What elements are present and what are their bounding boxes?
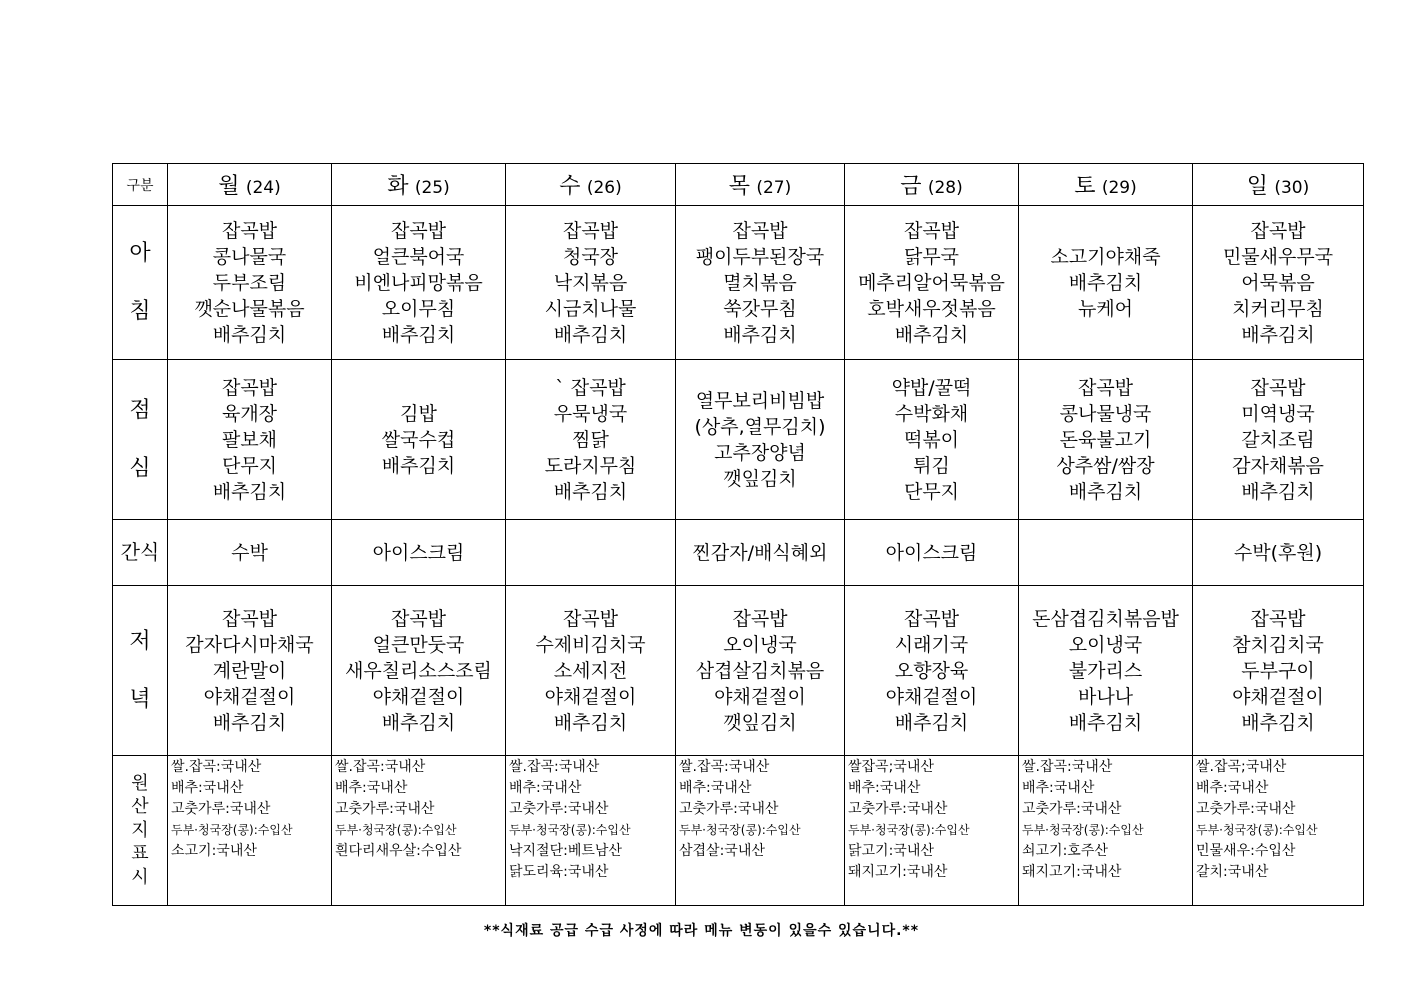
menu-item: 돈삼겹김치볶음밥: [1032, 607, 1179, 630]
origin-item: 두부·청국장(콩):수입산: [335, 823, 457, 837]
menu-item: 수제비김치국: [535, 633, 646, 656]
origin-item: 고춧가루:국내산: [509, 801, 609, 817]
menu-item: 배추김치: [212, 480, 287, 503]
breakfast-cell-tue: [332, 206, 506, 360]
breakfast-cell-fri: [845, 206, 1019, 360]
menu-item: 배추김치: [1241, 480, 1315, 503]
origin-item: 고춧가루:국내산: [171, 801, 271, 817]
menu-item: 치커리무침: [1232, 297, 1324, 320]
origin-item: 두부·청국장(콩):수입산: [848, 823, 970, 837]
origin-cell-wed: [506, 756, 676, 906]
label-char: 녁: [129, 686, 151, 712]
menu-item: 수박: [231, 541, 268, 564]
menu-item: 야채겉절이: [203, 685, 296, 708]
origin-item: 배추:국내산: [509, 780, 582, 796]
menu-item: 육개장: [221, 402, 278, 425]
menu-item: 수박(후원): [1233, 541, 1323, 564]
origin-item: 삼겹살:국내산: [679, 843, 765, 859]
menu-item: 야채겉절이: [714, 685, 806, 708]
menu-item: 잡곡밥: [390, 219, 447, 242]
menu-item: 수박화채: [894, 402, 969, 425]
origin-item: 낙지절단:베트남산: [509, 843, 622, 859]
menu-item: 쑥갓무침: [723, 297, 797, 320]
day-header-fri: 금 (28): [845, 164, 1019, 206]
origin-item: 쌀.잡곡:국내산: [509, 759, 600, 775]
origin-item: 흰다리새우살:수입산: [335, 843, 462, 859]
breakfast-cell-sat: [1019, 206, 1193, 360]
day-header-mon: 월 (24): [168, 164, 332, 206]
menu-item: 배추김치: [381, 454, 456, 477]
origin-item: 쌀.잡곡:국내산: [335, 759, 426, 775]
origin-item: 소고기:국내산: [171, 843, 257, 859]
breakfast-cell-sun: [1193, 206, 1364, 360]
lunch-cell-mon: [168, 360, 332, 520]
menu-item: 오이냉국: [723, 633, 797, 656]
menu-item: 약밥/꿀떡: [891, 376, 972, 399]
origin-item: 쌀.잡곡:국내산: [679, 759, 770, 775]
origin-cell-thu: [676, 756, 845, 906]
menu-item: 단무지: [903, 480, 960, 503]
category-header: 구분: [113, 164, 168, 206]
lunch-cell-fri: [845, 360, 1019, 520]
snack-row: [113, 520, 1364, 586]
menu-item: 배추김치: [381, 323, 456, 346]
origin-cell-fri: [845, 756, 1019, 906]
menu-item: 잡곡밥: [390, 607, 447, 630]
menu-item: (상추,열무김치): [694, 415, 826, 438]
menu-item: 시래기국: [894, 633, 969, 656]
lunch-cell-wed: [506, 360, 676, 520]
day-header-sat: 토 (29): [1019, 164, 1193, 206]
snack-cell-sat: [1019, 520, 1193, 586]
menu-item: 오이무침: [381, 297, 456, 320]
snack-cell-sun: [1193, 520, 1364, 586]
origin-item: 고춧가루:국내산: [848, 801, 948, 817]
origin-item: 배추:국내산: [171, 780, 244, 796]
menu-item: ` 잡곡밥: [555, 376, 626, 399]
origin-cell-tue: [332, 756, 506, 906]
menu-item: 튀김: [913, 454, 950, 477]
label-char: 간식: [120, 540, 160, 564]
menu-item: 쌀국수컵: [381, 428, 456, 451]
menu-item: 얼큰만둣국: [372, 633, 465, 656]
menu-item: 떡볶이: [903, 428, 960, 451]
menu-item: 우묵냉국: [553, 402, 628, 425]
menu-item: 배추김치: [723, 323, 797, 346]
origin-item: 두부·청국장(콩):수입산: [679, 823, 801, 837]
menu-item: 참치김치국: [1232, 633, 1324, 656]
menu-item: 잡곡밥: [562, 219, 619, 242]
menu-item: 호박새우젓볶음: [867, 297, 996, 320]
origin-item: 고춧가루:국내산: [1022, 801, 1122, 817]
menu-item: 찜닭: [572, 428, 609, 451]
menu-item: 어묵볶음: [1241, 271, 1315, 294]
menu-item: 청국장: [562, 245, 619, 268]
origin-item: 두부·청국장(콩):수입산: [1196, 823, 1318, 837]
menu-item: 뉴케어: [1077, 297, 1134, 320]
label-char: 원: [131, 773, 149, 795]
origin-cell-mon: [168, 756, 332, 906]
snack-cell-fri: [845, 520, 1019, 586]
menu-item: 감자다시마채국: [185, 633, 314, 656]
menu-item: 불가리스: [1068, 659, 1143, 682]
menu-item: 배추김치: [553, 480, 628, 503]
menu-item: 돈육불고기: [1059, 428, 1152, 451]
origin-cell-sat: [1019, 756, 1193, 906]
day-header-sun: 일 (30): [1193, 164, 1364, 206]
dinner-cell-wed: [506, 586, 676, 756]
menu-item: 잡곡밥: [221, 219, 278, 242]
menu-item: 잡곡밥: [221, 376, 278, 399]
origin-item: 쇠고기:호주산: [1022, 843, 1108, 859]
origin-item: 두부·청국장(콩):수입산: [509, 823, 631, 837]
dinner-label: [113, 586, 168, 756]
menu-item: 잡곡밥: [903, 219, 960, 242]
menu-item: 야채겉절이: [1232, 685, 1324, 708]
menu-item: 깻순나물볶음: [194, 297, 305, 320]
origin-item: 배추:국내산: [1022, 780, 1095, 796]
origin-item: 민물새우:수입산: [1196, 843, 1296, 859]
menu-item: 배추김치: [381, 711, 456, 734]
menu-item: 잡곡밥: [903, 607, 960, 630]
menu-item: 오향장육: [894, 659, 969, 682]
origin-item: 닭고기:국내산: [848, 843, 934, 859]
snack-label: [113, 520, 168, 586]
menu-item: 배추김치: [1068, 480, 1143, 503]
lunch-label: [113, 360, 168, 520]
breakfast-row: [113, 206, 1364, 360]
origin-label: [113, 756, 168, 906]
origin-item: 쌀.잡곡:국내산: [1022, 759, 1113, 775]
breakfast-cell-mon: [168, 206, 332, 360]
menu-item: 팽이두부된장국: [695, 245, 825, 268]
dinner-cell-sun: [1193, 586, 1364, 756]
menu-item: 배추김치: [894, 711, 969, 734]
origin-item: 돼지고기:국내산: [1022, 864, 1122, 880]
label-char: 시: [131, 866, 149, 888]
menu-item: 콩나물국: [212, 245, 287, 268]
menu-item: 계란말이: [212, 659, 287, 682]
menu-item: 배추김치: [894, 323, 969, 346]
menu-item: 두부조림: [212, 271, 287, 294]
dinner-cell-mon: [168, 586, 332, 756]
menu-item: 김밥: [400, 402, 437, 425]
menu-item: 배추김치: [212, 323, 287, 346]
lunch-row: [113, 360, 1364, 520]
menu-item: 감자채볶음: [1232, 454, 1324, 477]
menu-item: 소세지전: [553, 659, 628, 682]
menu-item: 잡곡밥: [1250, 607, 1306, 630]
menu-item: 비엔나피망볶음: [354, 271, 483, 294]
label-char: 아: [129, 241, 151, 266]
origin-item: 갈치:국내산: [1196, 864, 1269, 880]
menu-item: 콩나물냉국: [1059, 402, 1152, 425]
menu-item: 배추김치: [1241, 323, 1315, 346]
origin-item: 두부·청국장(콩):수입산: [171, 823, 293, 837]
menu-item: 배추김치: [1068, 711, 1143, 734]
menu-item: 찐감자/배식혜외: [692, 541, 828, 564]
day-header-wed: 수 (26): [506, 164, 676, 206]
menu-item: 민물새우무국: [1222, 245, 1334, 268]
menu-item: 단무지: [221, 454, 278, 477]
menu-item: 미역냉국: [1241, 402, 1315, 425]
menu-item: 야채겉절이: [544, 685, 637, 708]
label-char: 지: [131, 819, 149, 841]
menu-item: 열무보리비빔밥: [695, 389, 825, 412]
menu-item: 멸치볶음: [723, 271, 797, 294]
menu-item: 잡곡밥: [562, 607, 619, 630]
origin-item: 고춧가루:국내산: [335, 801, 435, 817]
snack-cell-tue: [332, 520, 506, 586]
snack-cell-wed: [506, 520, 676, 586]
menu-item: 아이스크림: [885, 541, 978, 564]
menu-item: 두부구이: [1241, 659, 1315, 682]
menu-item: 깻잎김치: [723, 467, 797, 490]
menu-item: 배추김치: [1241, 711, 1315, 734]
menu-item: 배추김치: [553, 711, 628, 734]
lunch-cell-sat: [1019, 360, 1193, 520]
weekly-menu-table: [112, 163, 1364, 906]
menu-item: 팔보채: [221, 428, 278, 451]
lunch-cell-sun: [1193, 360, 1364, 520]
menu-item: 아이스크림: [372, 541, 465, 564]
origin-item: 돼지고기:국내산: [848, 864, 948, 880]
lunch-cell-thu: [676, 360, 845, 520]
menu-item: 메추리알어묵볶음: [858, 271, 1005, 294]
snack-cell-mon: [168, 520, 332, 586]
menu-item: 야채겉절이: [885, 685, 978, 708]
menu-item: 고추장양념: [714, 441, 806, 464]
menu-item: 얼큰북어국: [372, 245, 465, 268]
origin-item: 쌀잡곡;국내산: [848, 759, 934, 775]
menu-item: 잡곡밥: [732, 219, 788, 242]
origin-item: 고춧가루:국내산: [679, 801, 779, 817]
dinner-cell-tue: [332, 586, 506, 756]
breakfast-cell-thu: [676, 206, 845, 360]
menu-item: 잡곡밥: [221, 607, 278, 630]
label-char: 저: [129, 629, 151, 654]
dinner-row: [113, 586, 1364, 756]
menu-item: 삼겹살김치볶음: [695, 659, 825, 682]
menu-item: 배추김치: [553, 323, 628, 346]
origin-item: 배추:국내산: [848, 780, 921, 796]
origin-item: 닭도리육:국내산: [509, 864, 609, 880]
menu-item: 도라지무침: [544, 454, 637, 477]
menu-item: 잡곡밥: [732, 607, 788, 630]
menu-item: 낙지볶음: [553, 271, 628, 294]
menu-item: 배추김치: [1068, 271, 1143, 294]
day-header-tue: 화 (25): [332, 164, 506, 206]
origin-row: [113, 756, 1364, 906]
footer-note: **식재료 공급 수급 사정에 따라 메뉴 변동이 있을수 있습니다.**: [483, 923, 920, 939]
origin-item: 배추:국내산: [335, 780, 408, 796]
origin-item: 고춧가루:국내산: [1196, 801, 1296, 817]
day-header-thu: 목 (27): [676, 164, 845, 206]
menu-item: 배추김치: [212, 711, 287, 734]
menu-item: 시금치나물: [544, 297, 637, 320]
header-row: [113, 164, 1364, 206]
lunch-cell-tue: [332, 360, 506, 520]
menu-item: 새우칠리소스조림: [345, 659, 492, 682]
label-char: 침: [129, 298, 151, 324]
origin-item: 두부·청국장(콩):수입산: [1022, 823, 1144, 837]
menu-item: 상추쌈/쌈장: [1056, 454, 1155, 477]
label-char: 심: [129, 455, 151, 481]
menu-item: 깻잎김치: [723, 711, 797, 734]
menu-item: 야채겉절이: [372, 685, 465, 708]
menu-item: 소고기야채죽: [1050, 245, 1161, 268]
menu-item: 닭무국: [903, 245, 960, 268]
breakfast-label: [113, 206, 168, 360]
dinner-cell-sat: [1019, 586, 1193, 756]
dinner-cell-thu: [676, 586, 845, 756]
origin-item: 배추:국내산: [679, 780, 752, 796]
menu-item: 잡곡밥: [1077, 376, 1134, 399]
snack-cell-thu: [676, 520, 845, 586]
label-char: 산: [131, 796, 149, 818]
origin-cell-sun: [1193, 756, 1364, 906]
origin-item: 쌀.잡곡;국내산: [1196, 759, 1287, 775]
breakfast-cell-wed: [506, 206, 676, 360]
origin-item: 배추:국내산: [1196, 780, 1269, 796]
menu-item: 잡곡밥: [1250, 219, 1306, 242]
label-char: 점: [129, 398, 151, 423]
origin-item: 쌀.잡곡:국내산: [171, 759, 262, 775]
menu-item: 오이냉국: [1068, 633, 1143, 656]
menu-item: 잡곡밥: [1250, 376, 1306, 399]
menu-item: 바나나: [1077, 685, 1134, 708]
menu-item: 갈치조림: [1241, 428, 1315, 451]
label-char: 표: [131, 843, 149, 865]
dinner-cell-fri: [845, 586, 1019, 756]
